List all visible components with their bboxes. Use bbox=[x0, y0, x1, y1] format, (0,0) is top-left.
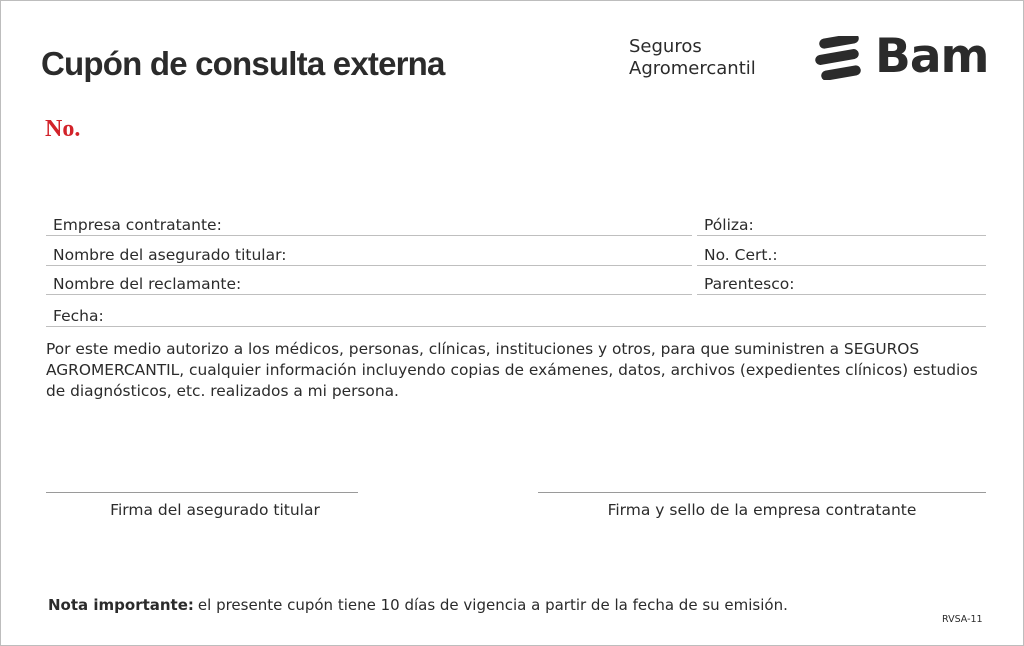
company-name-line-1: Seguros bbox=[629, 36, 702, 57]
parentesco-field[interactable]: Parentesco: bbox=[697, 273, 986, 295]
company-name bbox=[629, 36, 756, 80]
fecha-field[interactable]: Fecha: bbox=[46, 305, 986, 327]
asegurado-titular-field[interactable]: Nombre del asegurado titular: bbox=[46, 244, 692, 266]
poliza-field[interactable]: Póliza: bbox=[697, 214, 986, 236]
important-note-text: el presente cupón tiene 10 días de vigencia a partir de la fecha de su emisión. bbox=[197, 596, 788, 614]
coupon-number-label: No. bbox=[45, 116, 81, 142]
important-note bbox=[48, 596, 788, 614]
signature-label-titular: Firma del asegurado titular bbox=[110, 501, 320, 519]
bam-stripes-icon bbox=[815, 36, 865, 80]
reclamante-field[interactable]: Nombre del reclamante: bbox=[46, 273, 692, 295]
signature-label-empresa: Firma y sello de la empresa contratante bbox=[607, 501, 917, 519]
important-note-label: Nota importante: bbox=[48, 596, 194, 614]
company-name-line-2: Agromercantil bbox=[629, 58, 756, 79]
signature-line-titular[interactable] bbox=[46, 492, 358, 493]
empresa-contratante-field[interactable]: Empresa contratante: bbox=[46, 214, 692, 236]
document-title: Cupón de consulta externa bbox=[41, 45, 445, 82]
authorization-text: Por este medio autorizo a los médicos, personas, clínicas, instituciones y otros, para que suministren a SEGUROS AGROMERCANTIL, cualquier información incluyendo copias de exámenes, datos, archivos (expedientes clínicos) estudios de diagnósticos, etc. realizados a mi persona. bbox=[46, 340, 978, 400]
form-code: RVSA-11 bbox=[942, 614, 983, 625]
bam-logo-text: Bam bbox=[875, 29, 989, 84]
no-cert-field[interactable]: No. Cert.: bbox=[697, 244, 986, 266]
signature-line-empresa[interactable] bbox=[538, 492, 986, 493]
